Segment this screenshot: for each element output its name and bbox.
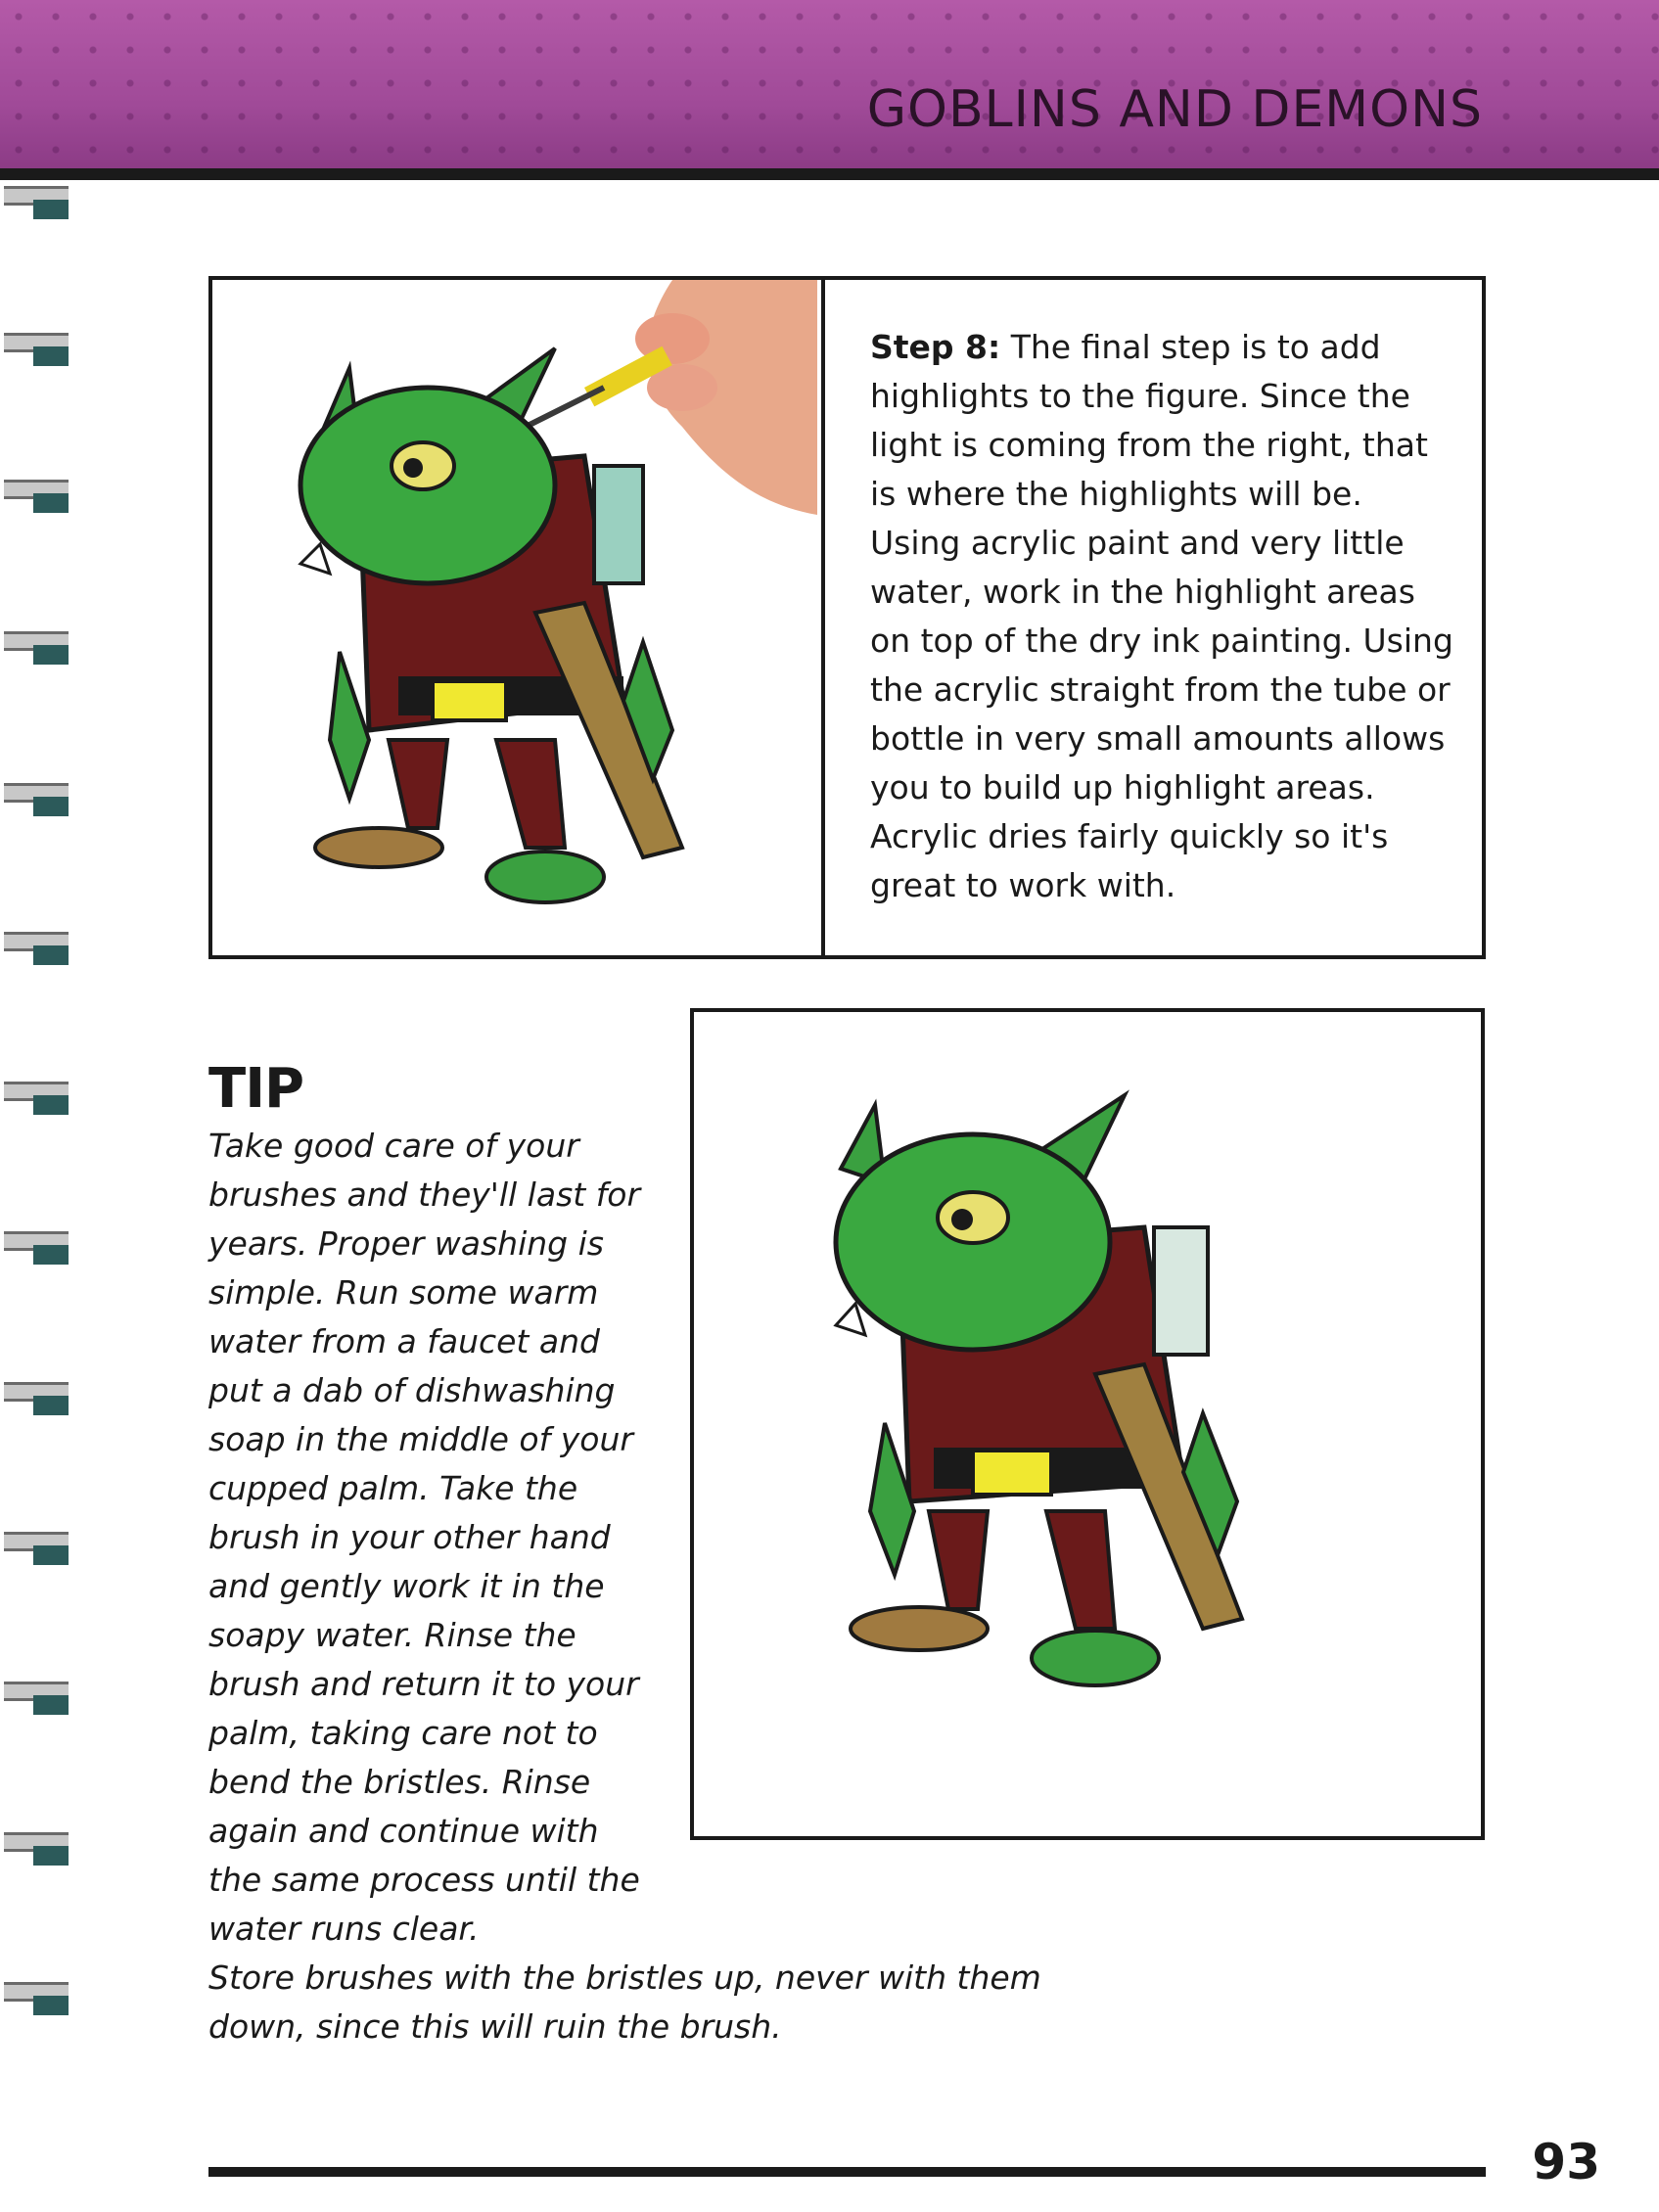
spiral-coil: [4, 1982, 69, 2039]
header-rule: [0, 168, 1659, 180]
tip-heading: TIP: [208, 1057, 304, 1121]
spiral-coil: [4, 932, 69, 989]
finished-goblin-illustration: [694, 1012, 1481, 1836]
goblin-with-brush-illustration: [212, 280, 817, 955]
spiral-coil: [4, 333, 69, 390]
spiral-coil: [4, 1082, 69, 1138]
spiral-coil: [4, 783, 69, 840]
section-title: GOBLINS AND DEMONS: [866, 80, 1483, 139]
footer-rule: [208, 2167, 1486, 2177]
tip-tail: Store brushes with the bristles up, never with them down, since this will ruin the brush.: [208, 1959, 1041, 2046]
spiral-coil: [4, 1682, 69, 1738]
tip-body: Take good care of your brushes and they'll last for years. Proper washing is simple. Run some warm water from a faucet and put a dab of dishwashing soap in the middle of your cupped palm. Take the brush in your other hand and gently work it in the soapy water. Rinse the brush and return it to your palm, taking care not to bend the bristles. Rinse again and continue with the same process until the water runs clear.: [208, 1127, 641, 1948]
spiral-coil: [4, 186, 69, 243]
step-panel: [208, 276, 1486, 959]
spiral-binding: [0, 186, 78, 2143]
spiral-coil: [4, 480, 69, 536]
step-body: The final step is to add highlights to the figure. Since the light is coming from the right, that is where the highlights will be. Using acrylic paint and very little water, work in the highlight areas on top of the dry ink painting. Using the acrylic straight from the tube or bottle in very small amounts allows you to build up highlight areas. Acrylic dries fairly quickly so it's great to work with.: [870, 328, 1453, 904]
finished-goblin-panel: [690, 1008, 1485, 1840]
panel-divider: [821, 280, 825, 955]
page-header: [0, 0, 1659, 174]
spiral-coil: [4, 1231, 69, 1288]
page-number: 93: [1532, 2134, 1600, 2190]
spiral-coil: [4, 631, 69, 688]
spiral-coil: [4, 1382, 69, 1439]
step-label: Step 8:: [870, 328, 1001, 366]
spiral-coil: [4, 1832, 69, 1889]
step-8-text: [870, 323, 1457, 910]
spiral-coil: [4, 1532, 69, 1589]
